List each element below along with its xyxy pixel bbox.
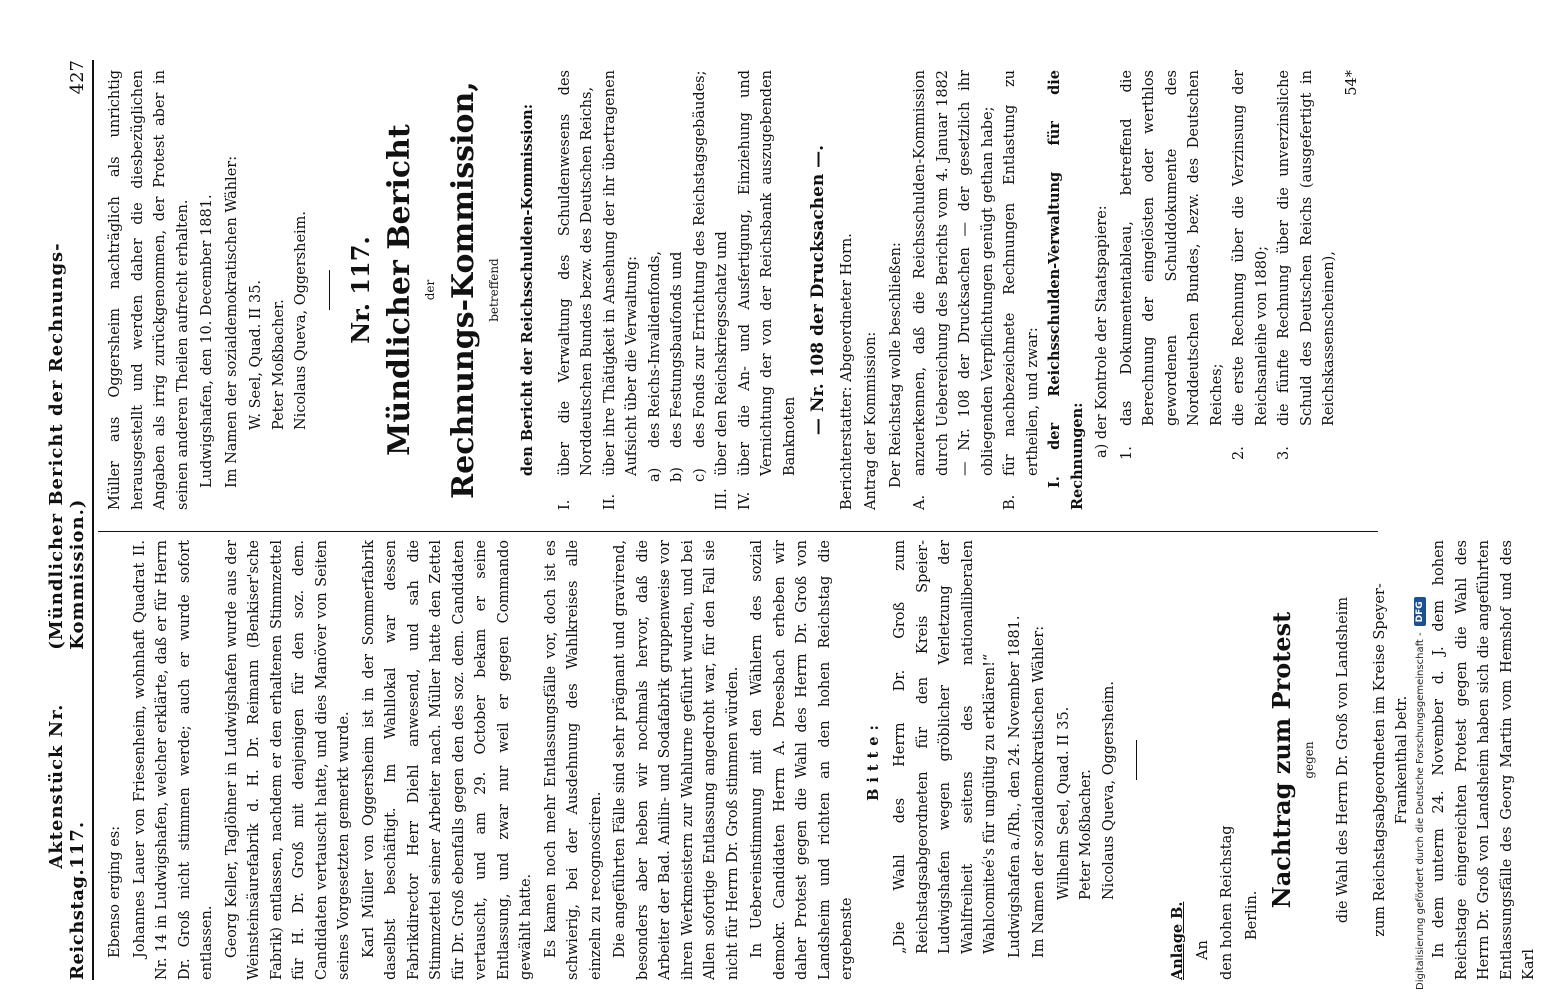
numbered-list: [1116, 70, 1341, 510]
list-label: 2.: [1231, 446, 1247, 460]
paragraph: In dem unterm 24. November d. J. dem hohen Reichstage eingereichten Protest gegen die Wahl des Herrn Dr. Groß von Landsheim haben sich die angeführten Entlassungsfälle des Georg Martin vom Hemshof und des Karl: [1431, 540, 1537, 980]
signer: Wilhelm Seel, Quad. II 35.: [1055, 706, 1072, 900]
signer: Peter Moßbacher.: [1078, 769, 1094, 900]
running-head: [46, 60, 94, 980]
list-label: c): [691, 468, 708, 482]
list-label: a): [646, 467, 663, 482]
list-label: 3.: [1276, 446, 1292, 460]
gegen-label: gegen: [1302, 741, 1316, 779]
digitization-text: Digitalisierung gefördert durch die Deutsche Forschungsgemeinschaft -: [1414, 632, 1426, 990]
list-text: über ihre Thätigkeit in Ansehung der ihr übertragenen Aufsicht über die Verwaltung:: [601, 70, 640, 476]
address-line: Berlin.: [1243, 890, 1260, 940]
signer: Nicolaus Queva, Oggersheim.: [293, 210, 309, 430]
header-reichstag: Reichstag.: [67, 868, 88, 980]
der-label: der: [423, 279, 437, 301]
quote: „Die Wahl des Herrn Dr. Groß zum Reichstagsabgeordneten für den Kreis Speier-Ludwigshafen wegen gröblicher Verletzung der Wahlfreiheit seitens des nationalliberalen Wahlcomiteé's für ungültig zu erklären!“: [892, 540, 998, 954]
divider: [1136, 740, 1137, 780]
list-item: [644, 70, 667, 482]
left-column: [104, 540, 1543, 980]
report-lead: den Bericht der Reichsschulden-Kommission:: [518, 103, 536, 477]
list-label: 1.: [1118, 446, 1135, 460]
digitization-note: [1412, 90, 1428, 990]
paragraph: Es kamen noch mehr Entlassungsfälle vor, doch ist es schwierig, bei der Ausdehnung des Wahlkreises alle einzeln zu recognosciren.: [542, 540, 604, 980]
list-text: über die An- und Ausfertigung, Einziehung und Vernichtung der von der Reichsbank auszugebenden Banknoten: [736, 70, 798, 476]
berichterstatter: Berichterstatter: Abgeordneter Horn.: [838, 233, 855, 510]
list-item: [1273, 70, 1341, 460]
paragraph: Karl Müller von Oggersheim ist in der Sommerfabrik daselbst beschäftigt. Im Wahllokal war dessen Fabrikdirector Herr Diehl anwesend, und sah die Stimmzettel seiner Arbeiter nach. Müller hatte den Zettel für Dr. Groß ebenfalls gegen den des soz. dem. Candidaten vertauscht, und am 29. October bekam er seine Entlassung, und zwar nur weil er gegen Commando gewählt hatte.: [360, 540, 534, 980]
list-label: II.: [601, 493, 618, 510]
list-text: die erste Rechnung über die Verzinsung der Reichsanleihe von 1880;: [1231, 70, 1270, 426]
right-column: [104, 70, 1363, 510]
dfg-logo: DFG: [1414, 597, 1426, 626]
paragraph: Georg Keller, Taglöhner in Ludwigshafen wurde aus der Weinsteinsäurefabrik d. H. Dr. Reimann (Benkiser'sche Fabrik) entlassen, nachdem er den erhaltenen Stimmzettel für H. Dr. Groß mit denjenigen für den soz. dem. Candidaten vertauscht hatte, und dies Manöver von Seiten seines Vorgesetzten gemerkt wurde.: [223, 540, 352, 980]
signer: Peter Moßbacher.: [270, 299, 287, 430]
list-item: [711, 70, 734, 510]
header-aktenstueck: Aktenstück Nr. 117.: [46, 703, 88, 869]
list-text: des Festungsbaufonds und: [669, 251, 685, 448]
protest-title: Nachtrag zum Protest: [1267, 611, 1296, 909]
list-item: [909, 70, 999, 510]
page-number: 427: [67, 60, 88, 95]
list-text: für nachbezeichnete Rechnungen Entlastung zu ertheilen, und zwar:: [1002, 70, 1041, 476]
sublist: [644, 70, 712, 510]
address-line: An: [1194, 940, 1211, 960]
document-number: Nr. 117.: [345, 236, 375, 344]
list-text: über die Verwaltung des Schuldenwesens des Norddeutschen Bundes bezw. des Deutschen Reichs,: [556, 70, 595, 476]
paragraph: Ebenso erging es:: [107, 825, 123, 958]
paragraph: In Uebereinstimmung mit den Wählern des sozial demokr. Candidaten Herrn A. Dreesbach erheben wir daher Protest gegen die Wahl des Herrn Dr. Groß von Landsheim und richten an den hohen Reichstag die ergebenste: [749, 540, 855, 980]
list-item: [734, 70, 802, 510]
divider: [329, 270, 330, 310]
list-item: [554, 70, 599, 510]
header-subject: (Mündlicher Bericht der Rechnungs-Kommission.): [46, 242, 88, 650]
paragraph: Müller aus Oggersheim nachträglich als unrichtig herausgestellt und werden daher die diesbezüglichen Angaben als irrig zurückgenommen, der Protest aber in seinen anderen Theilen aufrecht erhalten.: [107, 70, 191, 510]
list-label: A.: [912, 494, 928, 510]
date-line: Ludwigshafen, den 10. December 1881.: [199, 194, 215, 488]
list-label: III.: [714, 488, 730, 510]
bitte-heading: Bitte:: [864, 719, 882, 801]
list-text: über den Reichskriegsschatz und: [714, 231, 730, 476]
date-line: Ludwigshafen a./Rh., den 24. November 1881.: [1006, 615, 1023, 958]
list-label: B.: [1002, 494, 1018, 510]
drucksachen-ref: — Nr. 108 der Drucksachen —.: [808, 144, 828, 436]
antrag-heading: Antrag der Kommission:: [863, 331, 879, 510]
list-item: [666, 70, 689, 482]
report-title: Mündlicher Bericht: [382, 124, 417, 456]
betreffend-label: betreffend: [487, 258, 501, 322]
list-text: anzuerkennen, daß die Reichsschulden-Kommission durch Uebereichung des Berichts vom 4. Januar 1882 — Nr. 108 der Drucksachen — der gesetzlich ihr obliegenden Verpflichtungen genügt gethan habe;: [912, 70, 996, 476]
list-item: [689, 70, 712, 482]
antrag-intro: Der Reichstag wolle beschließen:: [887, 242, 904, 488]
list-item: [1116, 70, 1229, 460]
list-item: [599, 70, 644, 510]
list-text: die fünfte Rechnung über die unverzinsliche Schuld des Deutschen Reichs (ausgefertigt in Reichskassenscheinen),: [1276, 70, 1337, 426]
list-item: [1228, 70, 1273, 460]
signers-intro: Im Namen der sozialdemokratischen Wähler:: [1031, 625, 1047, 958]
signers-intro: Im Namen der sozialdemokratischen Wähler:: [223, 155, 240, 488]
list-text: das Dokumententableau, betreffend die Berechnung der eingelösten oder werthlos gewordenen Schulddokumente des Norddeutschen Bundes, bezw. des Deutschen Reiches;: [1118, 70, 1225, 426]
section-subheading: a) der Kontrole der Staatspapiere:: [1094, 205, 1110, 458]
signer: Nicolaus Queva, Oggersheim.: [1100, 680, 1117, 900]
section-heading: I. der Reichsschulden-Verwaltung für die Rechnungen:: [1046, 70, 1086, 510]
paragraph: Johannes Lauer von Friesenheim, wohnhaft Quadrat II. Nr. 14 in Ludwigshafen, welcher erklärte, daß er für Herrn Dr. Groß nicht stimmen werde; auch er wurde sofort entlassen.: [131, 540, 215, 980]
list-label: b): [669, 467, 685, 482]
anlage-label: Anlage B.: [1169, 901, 1186, 980]
address-line: den hohen Reichstag: [1219, 825, 1235, 980]
paragraph: Die angeführten Fälle sind sehr prägnant und gravirend, besonders aber heben wir nochmals hervor, daß die Arbeiter der Bad. Anilin- und Sodafabrik gruppenweise vor ihren Werkmeistern zur Wahlurne geführt wurden, und bei Allen sofortige Entlassung angedroht war, für den Fall sie nicht für Herrn Dr. Groß stimmen würden.: [612, 540, 741, 980]
list-item: [999, 70, 1044, 510]
signer: W. Seel, Quad. II 35.: [248, 279, 264, 430]
subtitle-line: die Wahl des Herrn Dr. Groß von Landsheim: [1334, 596, 1351, 924]
signature-mark: 54*: [1343, 70, 1360, 96]
list-label: IV.: [736, 491, 753, 510]
commission-title: Rechnungs-Kommission,: [446, 81, 481, 499]
list-text: des Fonds zur Errichtung des Reichstagsgebäudes;: [691, 70, 708, 448]
list-text: des Reichs-Invalidenfonds,: [646, 251, 663, 448]
list-label: I.: [556, 499, 573, 510]
subtitle-line: zum Reichstagsabgeordneten im Kreise Speyer-Frankenthal betr.: [1371, 583, 1410, 937]
column-divider: [98, 531, 1378, 532]
